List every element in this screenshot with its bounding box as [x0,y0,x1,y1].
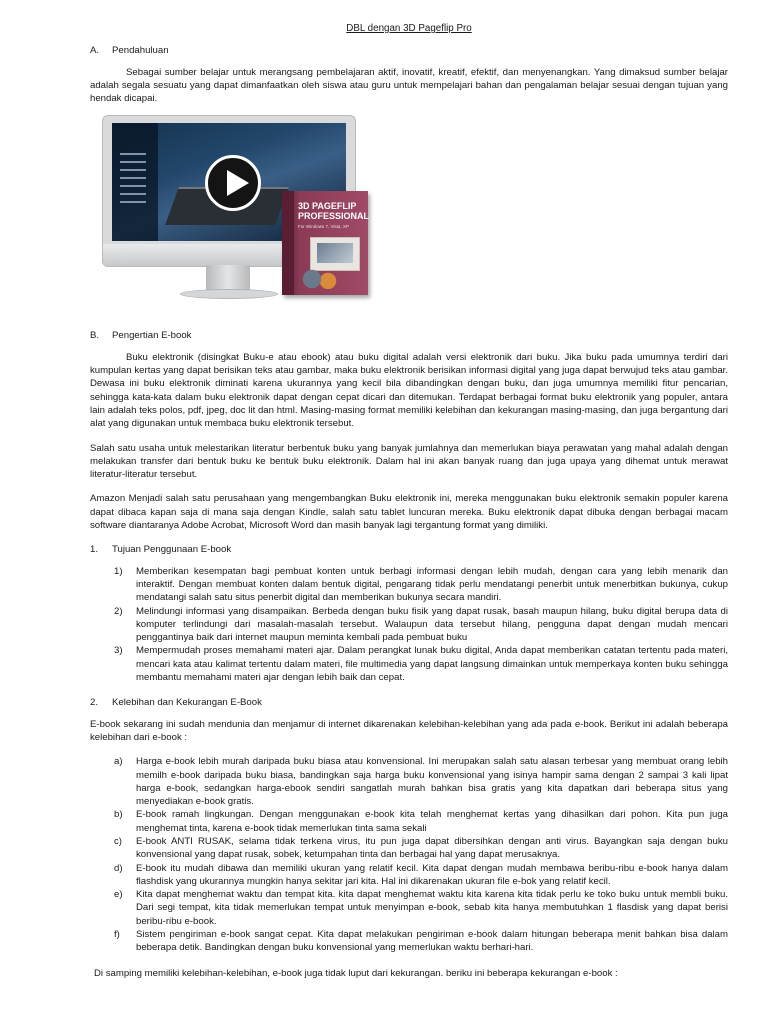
kelebihan-number: 2. [90,697,99,709]
list-item-text: Sistem pengiriman e-book sangat cepat. Kita dapat melakukan pengiriman e-book dalam hitungan beberapa menit bahkan bisa dalam beberapa detik. Bandingkan dengan buku konvensional yang memerlukan waktu berhari-hari. [136,929,728,954]
section-b-heading [90,329,728,342]
document-page [90,22,728,980]
list-item-text: Melindungi informasi yang disampaikan. Berbeda dengan buku fisik yang dapat rusak, basah maupun hilang, buku digital berupa data di komputer terlindungi dari masalah-masalah tersebut. Walaupun data tersebut hilang, pengguna dapat dengan mudah mencari penggantinya baik dari internet maupun meminta kembali pada pembuat buku [136,605,728,644]
kelebihan-list [90,755,728,954]
list-marker: a) [114,756,123,768]
list-item [90,888,728,928]
section-a-heading [90,44,728,57]
list-item [90,835,728,862]
section-b-paragraph-3: Amazon Menjadi salah satu perusahaan yang mengembangkan Buku elektronik ini, mereka menggunakan buku elektronik semakin populer karena dapat dibaca kapan saja di mana saja dengan Kindle, salah satu tablet luncuran mereka. Buku elektronik dapat dibuka dengan berbagai macam software diantaranya Adobe Acrobat, Microsoft Word dan masih banyak lagi tergantung format yang dimiliki. [90,493,728,532]
kelebihan-closing: Di samping memiliki kelebihan-kelebihan, e-book juga tidak luput dari kekurangan. beriku ini beberapa kekurangan e-book : [94,967,618,979]
list-marker: e) [114,889,123,901]
list-marker: 2) [114,605,123,617]
list-item [90,565,728,605]
list-marker: f) [114,929,120,941]
section-a-paragraph: Sebagai sumber belajar untuk merangsang pembelajaran aktif, inovatif, kreatif, efektif, dan menyenangkan. Yang dimaksud sumber belajar adalah segala sesuatu yang dapat dimanfaatkan oleh siswa atau guru untuk mempelajari bahan dan pengalaman belajar sesuai dengan tujuan yang hendak dicapai. [90,66,728,105]
list-item-text: Memberikan kesempatan bagi pembuat konten untuk berbagi informasi dengan lebih mudah, dengan cara yang lebih menarik dan interaktif. Dengan membuat konten dalam bentuk digital, pengarang tidak perlu mendatangi penerbit untuk menerbitkan bukunya, cukup mendatangi salah satu situs penerbit digital dan memberikan bukunya secara mandiri. [136,565,728,604]
list-item [90,808,728,835]
list-marker: 3) [114,645,123,657]
tujuan-heading [90,543,728,556]
list-item-text: Mempermudah proses memahami materi ajar. Dalam perangkat lunak buku digital, Anda dapat memberikan catatan tertentu pada materi, mencari kata atau kalimat tertentu dalam materi, file multimedia yang dapat langsung dimainkan untuk memperkaya konten buku sehingga membantu memahami materi ajar dengan lebih baik dan cepat. [136,645,728,684]
list-marker: d) [114,862,123,874]
section-b-title: Pengertian E-book [112,330,192,342]
software-box-title: 3D PAGEFLIP PROFESSIONAL [298,201,370,222]
software-box-subtitle: For Windows 7, Vista, XP [298,224,349,230]
list-marker: 1) [114,565,123,577]
kelebihan-heading [90,696,728,709]
document-title: DBL dengan 3D Pageflip Pro [346,23,472,34]
section-b-paragraph-1: Buku elektronik (disingkat Buku-e atau ebook) atau buku digital adalah versi elektronik dari buku. Jika buku pada umumnya terdiri dari kumpulan kertas yang dapat berisikan teks atau gambar, maka buku elektronik berisikan informasi digital yang juga dapat berwujud teks atau gambar. Dewasa ini buku elektronik diminati karena ukurannya yang kecil bila dibandingkan dengan buku, dan juga umumnya memiliki fitur pencarian, sehingga kata-kata dalam buku elektronik dapat dengan cepat dicari dan ditemukan. Terdapat berbagai format buku elektronik yang populer, antara lain adalah teks polos, pdf, jpeg, doc lit dan html. Masing-masing format memiliki kelebihan dan kekurangan masing-masing, dan juga bergantung dari alat yang digunakan untuk membaca buku elektronik tersebut. [90,351,728,430]
section-a-title: Pendahuluan [112,45,169,57]
list-item-text: Harga e-book lebih murah daripada buku biasa atau konvensional. Ini merupakan salah satu alasan terbesar yang membuat orang lebih memilh e-book daripada buku biasa, bandingkan saja harga buku konvensional yang isinya hampir sama dengan 2 sampai 3 kali lipat harga e-book, sedangkan harga-ebook sendiri sangatlah murah bahkan bisa gratis yang kita dapatkan dari beberapa situs yang menyediakan e-book gratis. [136,756,728,808]
tujuan-title: Tujuan Penggunaan E-book [112,544,232,556]
list-item [90,755,728,808]
list-item [90,928,728,955]
list-marker: b) [114,809,123,821]
list-item-text: E-book itu mudah dibawa dan memiliki ukuran yang relatif kecil. Kita dapat dengan mudah membawa beribu-ribu e-book hanya dalam flashdisk yang ukurannya mungkin hanya sekitar jari kita. Hal ini dikarenakan ukuran file e-bok yang relatif kecil. [136,862,728,887]
list-item [90,644,728,684]
list-item [90,605,728,645]
list-marker: c) [114,835,122,847]
section-b-paragraph-2: Salah satu usaha untuk melestarikan literatur berbentuk buku yang banyak jumlahnya dan memerlukan biaya perawatan yang mahal adalah dengan melakukan transfer dari bentuk buku ke bentuk buku elektronik. Dalam hal ini akan banyak ruang dan juga upaya yang dihemat untuk merawat literatur-literatur tersebut. [90,442,728,481]
list-item [90,862,728,889]
kelebihan-intro: E-book sekarang ini sudah mendunia dan menjamur di internet dikarenakan kelebihan-kelebihan yang ada pada e-book. Berikut ini adalah beberapa kelebihan dari e-book : [90,718,728,743]
section-a-number: A. [90,45,100,57]
list-item-text: E-book ramah lingkungan. Dengan menggunakan e-book kita telah menghemat kertas yang dihasilkan dari pohon. Kita pun juga menghemat tinta, karena e-book tidak memerlukan tinta sama sekali [136,809,728,834]
list-item-text: E-book ANTI RUSAK, selama tidak terkena virus, itu pun juga dapat dibersihkan dengan anti virus. Bayangkan saja dengan buku konvensional yang dapat rusak, sobek, ketumpahan tinta dan berbagai hal yang dapat merusaknya. [136,835,728,861]
pageflip-product-image [102,115,372,307]
software-box-illustration [282,191,368,295]
tujuan-list [90,565,728,685]
section-b-number: B. [90,330,100,342]
tujuan-number: 1. [90,544,99,556]
list-item-text: Kita dapat menghemat waktu dan tempat kita. kita dapat menghemat waktu kita karena kita tidak perlu ke toko buku untuk membli buku. Dari segi tempat, kita tidak memerlukan tempat untuk menyimpan e-book, sebab kita hanya membutuhkan 1 flasdisk yang dapat berisi beribu-ribu e-book. [136,889,728,927]
kelebihan-title: Kelebihan dan Kekurangan E-Book [112,697,262,709]
